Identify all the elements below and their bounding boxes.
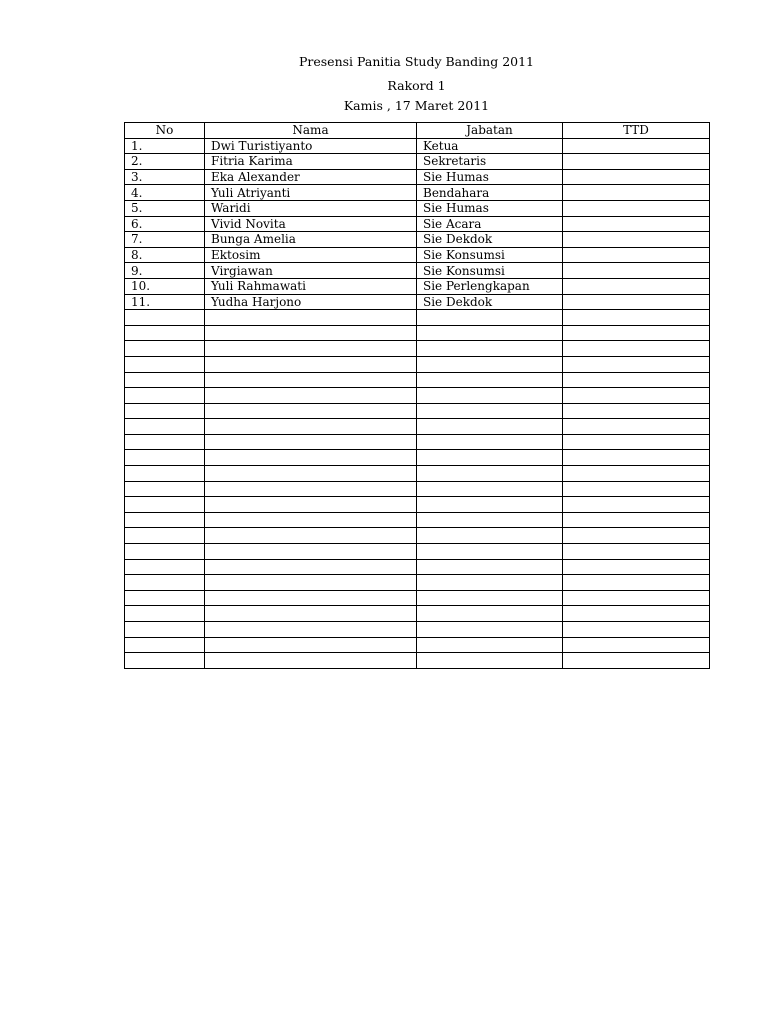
cell-nama <box>205 419 417 435</box>
cell-no: 8. <box>125 247 205 263</box>
cell-no <box>125 575 205 591</box>
cell-no: 11. <box>125 294 205 310</box>
cell-jabatan <box>417 590 563 606</box>
cell-no <box>125 466 205 482</box>
cell-no <box>125 325 205 341</box>
cell-ttd <box>563 481 710 497</box>
cell-jabatan <box>417 512 563 528</box>
cell-nama: Waridi <box>205 200 417 216</box>
cell-nama <box>205 622 417 638</box>
cell-jabatan <box>417 325 563 341</box>
cell-ttd <box>563 310 710 326</box>
cell-ttd <box>563 263 710 279</box>
table-row <box>125 528 710 544</box>
cell-nama <box>205 497 417 513</box>
table-row <box>125 341 710 357</box>
table-row <box>125 310 710 326</box>
table-row <box>125 216 710 232</box>
cell-ttd <box>563 575 710 591</box>
table-row <box>125 388 710 404</box>
cell-nama <box>205 575 417 591</box>
cell-no <box>125 434 205 450</box>
table-row <box>125 559 710 575</box>
cell-no: 7. <box>125 232 205 248</box>
cell-nama <box>205 403 417 419</box>
cell-no: 3. <box>125 169 205 185</box>
cell-no <box>125 497 205 513</box>
cell-ttd <box>563 653 710 669</box>
cell-ttd <box>563 294 710 310</box>
cell-no <box>125 653 205 669</box>
cell-jabatan <box>417 606 563 622</box>
cell-jabatan <box>417 637 563 653</box>
cell-nama <box>205 466 417 482</box>
cell-no: 6. <box>125 216 205 232</box>
cell-nama <box>205 590 417 606</box>
cell-ttd <box>563 247 710 263</box>
cell-no <box>125 356 205 372</box>
cell-no <box>125 372 205 388</box>
table-row <box>125 247 710 263</box>
cell-jabatan: Sie Konsumsi <box>417 263 563 279</box>
table-row <box>125 294 710 310</box>
document-title: Presensi Panitia Study Banding 2011 <box>298 54 535 69</box>
cell-nama <box>205 434 417 450</box>
table-row <box>125 434 710 450</box>
cell-no <box>125 590 205 606</box>
table-row <box>125 325 710 341</box>
cell-nama: Vivid Novita <box>205 216 417 232</box>
attendance-table-header <box>125 123 710 139</box>
cell-nama <box>205 544 417 560</box>
cell-jabatan <box>417 310 563 326</box>
table-row <box>125 450 710 466</box>
table-row <box>125 138 710 154</box>
cell-nama: Yudha Harjono <box>205 294 417 310</box>
cell-ttd <box>563 466 710 482</box>
cell-jabatan <box>417 341 563 357</box>
cell-no: 1. <box>125 138 205 154</box>
cell-ttd <box>563 434 710 450</box>
table-row <box>125 637 710 653</box>
cell-jabatan <box>417 356 563 372</box>
cell-jabatan: Ketua <box>417 138 563 154</box>
cell-no <box>125 403 205 419</box>
cell-jabatan: Sie Dekdok <box>417 294 563 310</box>
cell-nama <box>205 528 417 544</box>
table-row <box>125 512 710 528</box>
cell-jabatan <box>417 528 563 544</box>
cell-jabatan <box>417 419 563 435</box>
cell-no: 5. <box>125 200 205 216</box>
attendance-table <box>124 122 710 669</box>
table-row <box>125 575 710 591</box>
cell-jabatan: Sie Dekdok <box>417 232 563 248</box>
cell-no <box>125 544 205 560</box>
cell-jabatan: Sie Humas <box>417 169 563 185</box>
cell-jabatan <box>417 497 563 513</box>
cell-jabatan: Sie Perlengkapan <box>417 278 563 294</box>
table-row <box>125 356 710 372</box>
cell-jabatan: Sekretaris <box>417 154 563 170</box>
cell-nama <box>205 356 417 372</box>
cell-nama: Ektosim <box>205 247 417 263</box>
cell-ttd <box>563 637 710 653</box>
cell-jabatan <box>417 622 563 638</box>
cell-jabatan <box>417 403 563 419</box>
cell-no <box>125 606 205 622</box>
cell-jabatan <box>417 481 563 497</box>
cell-ttd <box>563 559 710 575</box>
table-row <box>125 622 710 638</box>
cell-ttd <box>563 450 710 466</box>
table-row <box>125 481 710 497</box>
cell-ttd <box>563 622 710 638</box>
cell-nama <box>205 637 417 653</box>
cell-ttd <box>563 356 710 372</box>
cell-no: 4. <box>125 185 205 201</box>
cell-nama: Fitria Karima <box>205 154 417 170</box>
cell-ttd <box>563 138 710 154</box>
header-row <box>125 123 710 139</box>
cell-no <box>125 512 205 528</box>
cell-no <box>125 528 205 544</box>
table-row <box>125 232 710 248</box>
cell-jabatan <box>417 559 563 575</box>
table-row <box>125 653 710 669</box>
cell-nama <box>205 450 417 466</box>
cell-nama <box>205 341 417 357</box>
cell-ttd <box>563 544 710 560</box>
cell-nama <box>205 310 417 326</box>
cell-ttd <box>563 325 710 341</box>
document-subtitle: Rakord 1 <box>387 78 446 93</box>
cell-no: 10. <box>125 278 205 294</box>
table-row <box>125 590 710 606</box>
cell-nama: Virgiawan <box>205 263 417 279</box>
cell-ttd <box>563 372 710 388</box>
table-row <box>125 419 710 435</box>
cell-no <box>125 310 205 326</box>
table-row <box>125 185 710 201</box>
cell-no <box>125 481 205 497</box>
cell-jabatan <box>417 544 563 560</box>
header-nama: Nama <box>205 123 417 139</box>
header-no: No <box>125 123 205 139</box>
cell-jabatan <box>417 575 563 591</box>
cell-nama <box>205 372 417 388</box>
cell-ttd <box>563 232 710 248</box>
cell-jabatan: Bendahara <box>417 185 563 201</box>
attendance-table-body <box>125 138 710 668</box>
cell-no <box>125 341 205 357</box>
cell-ttd <box>563 169 710 185</box>
cell-no <box>125 637 205 653</box>
cell-ttd <box>563 341 710 357</box>
cell-ttd <box>563 154 710 170</box>
cell-ttd <box>563 388 710 404</box>
table-row <box>125 372 710 388</box>
cell-jabatan <box>417 653 563 669</box>
cell-ttd <box>563 419 710 435</box>
table-row <box>125 169 710 185</box>
cell-ttd <box>563 606 710 622</box>
table-row <box>125 154 710 170</box>
cell-no: 9. <box>125 263 205 279</box>
cell-no <box>125 622 205 638</box>
cell-nama <box>205 512 417 528</box>
table-row <box>125 403 710 419</box>
cell-jabatan <box>417 434 563 450</box>
cell-jabatan <box>417 466 563 482</box>
cell-jabatan <box>417 372 563 388</box>
cell-jabatan <box>417 388 563 404</box>
cell-nama: Dwi Turistiyanto <box>205 138 417 154</box>
header-jabatan: Jabatan <box>417 123 563 139</box>
document-date: Kamis , 17 Maret 2011 <box>343 98 490 113</box>
table-row <box>125 544 710 560</box>
cell-nama <box>205 559 417 575</box>
table-row <box>125 466 710 482</box>
cell-no <box>125 450 205 466</box>
cell-no <box>125 559 205 575</box>
cell-nama: Yuli Rahmawati <box>205 278 417 294</box>
cell-ttd <box>563 528 710 544</box>
cell-nama <box>205 481 417 497</box>
cell-jabatan: Sie Acara <box>417 216 563 232</box>
table-row <box>125 278 710 294</box>
cell-ttd <box>563 185 710 201</box>
table-row <box>125 606 710 622</box>
cell-nama: Bunga Amelia <box>205 232 417 248</box>
cell-nama <box>205 606 417 622</box>
cell-nama: Yuli Atriyanti <box>205 185 417 201</box>
cell-jabatan: Sie Humas <box>417 200 563 216</box>
cell-jabatan <box>417 450 563 466</box>
cell-no <box>125 388 205 404</box>
cell-ttd <box>563 590 710 606</box>
cell-nama <box>205 653 417 669</box>
table-row <box>125 497 710 513</box>
cell-no: 2. <box>125 154 205 170</box>
cell-no <box>125 419 205 435</box>
cell-ttd <box>563 403 710 419</box>
cell-nama <box>205 388 417 404</box>
cell-jabatan: Sie Konsumsi <box>417 247 563 263</box>
table-row <box>125 263 710 279</box>
cell-ttd <box>563 216 710 232</box>
cell-ttd <box>563 497 710 513</box>
cell-nama <box>205 325 417 341</box>
table-row <box>125 200 710 216</box>
cell-nama: Eka Alexander <box>205 169 417 185</box>
header-ttd: TTD <box>563 123 710 139</box>
cell-ttd <box>563 200 710 216</box>
cell-ttd <box>563 512 710 528</box>
cell-ttd <box>563 278 710 294</box>
